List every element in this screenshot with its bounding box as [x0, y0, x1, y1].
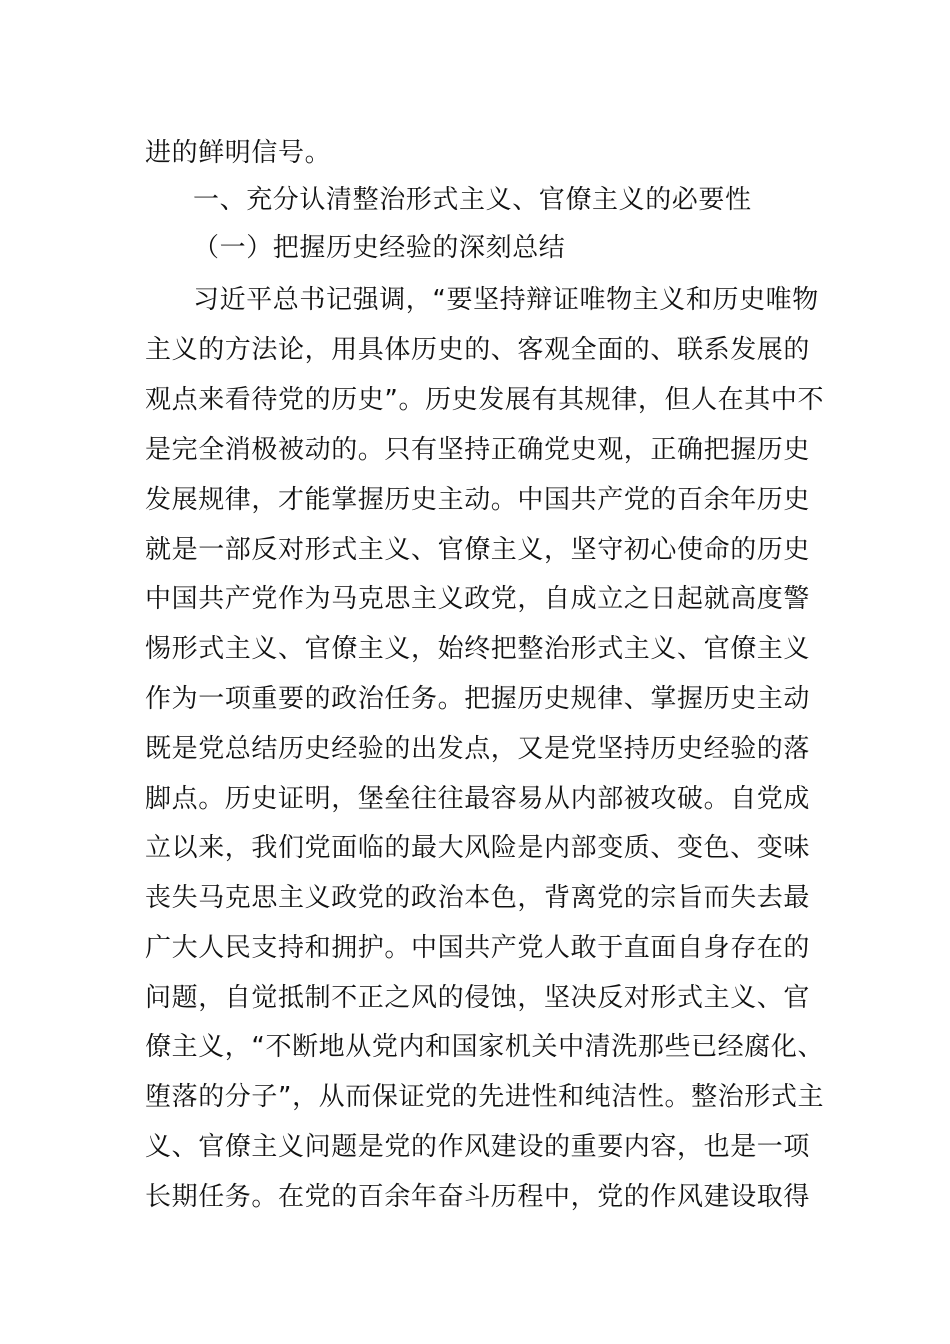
text-line: 长期任务。在党的百余年奋斗历程中，党的作风建设取得	[145, 1182, 811, 1212]
subsection-heading: （一）把握历史经验的深刻总结	[193, 233, 566, 263]
text-line: 堕落的分子”，从而保证党的先进性和纯洁性。整治形式主	[145, 1082, 825, 1112]
text-line: 就是一部反对形式主义、官僚主义，坚守初心使命的历史	[145, 535, 811, 565]
text-line: 发展规律，才能掌握历史主动。中国共产党的百余年历史	[145, 485, 811, 515]
text-line: 中国共产党作为马克思主义政党，自成立之日起就高度警	[145, 584, 811, 614]
text-line: 作为一项重要的政治任务。把握历史规律、掌握历史主动	[145, 684, 811, 714]
text-line: 僚主义，“不断地从党内和国家机关中清洗那些已经腐化、	[145, 1032, 825, 1062]
text-line: 问题，自觉抵制不正之风的侵蚀，坚决反对形式主义、官	[145, 983, 811, 1013]
section-heading: 一、充分认清整治形式主义、官僚主义的必要性	[193, 185, 752, 215]
text-line: 义、官僚主义问题是党的作风建设的重要内容，也是一项	[145, 1132, 811, 1162]
text-line: 主义的方法论，用具体历史的、客观全面的、联系发展的	[145, 335, 811, 365]
paragraph-first-line: 习近平总书记强调，“要坚持辩证唯物主义和历史唯物	[193, 285, 819, 315]
text-line: 广大人民支持和拥护。中国共产党人敢于直面自身存在的	[145, 933, 811, 963]
text-line: 既是党总结历史经验的出发点，又是党坚持历史经验的落	[145, 734, 811, 764]
text-line: 观点来看待党的历史”。历史发展有其规律，但人在其中不	[145, 385, 825, 415]
text-line: 立以来，我们党面临的最大风险是内部变质、变色、变味	[145, 833, 811, 863]
text-line: 惕形式主义、官僚主义，始终把整治形式主义、官僚主义	[145, 634, 811, 664]
text-line: 脚点。历史证明，堡垒往往最容易从内部被攻破。自党成	[145, 784, 811, 814]
text-line: 进的鲜明信号。	[145, 138, 332, 168]
text-line: 是完全消极被动的。只有坚持正确党史观，正确把握历史	[145, 435, 811, 465]
text-line: 丧失马克思主义政党的政治本色，背离党的宗旨而失去最	[145, 883, 811, 913]
